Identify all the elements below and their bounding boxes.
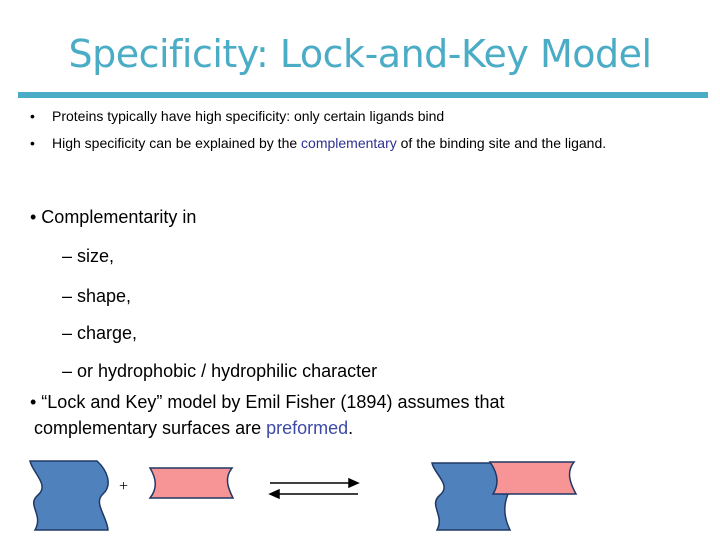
complementarity-item-charge: – charge, xyxy=(62,323,138,343)
enzyme-shape-icon xyxy=(30,461,108,530)
lock-key-line1: • “Lock and Key” model by Emil Fisher (1894) assumes that xyxy=(30,392,505,412)
accent-term: preformed xyxy=(266,418,349,438)
bullet-text: Proteins typically have high specificity: only certain ligands bind xyxy=(52,108,445,124)
accent-term: complementary xyxy=(301,135,397,151)
lock-key-diagram xyxy=(0,450,720,540)
slide-title: Specificity: Lock-and-Key Model xyxy=(68,32,652,76)
bullet-marker: • xyxy=(30,135,35,151)
title-divider xyxy=(18,92,708,98)
complementarity-heading: • Complementarity in xyxy=(30,207,197,227)
complementarity-item-size: – size, xyxy=(62,246,115,266)
ligand-shape-icon xyxy=(150,468,233,498)
plus-sign: + xyxy=(119,478,129,495)
complementarity-item-hydrophobic: – or hydrophobic / hydrophilic character xyxy=(62,361,378,381)
complex-ligand-shape-icon xyxy=(490,462,576,494)
equilibrium-arrows-icon xyxy=(270,479,358,498)
bullet-text: High specificity can be explained by the complementary of the binding site and the ligand. xyxy=(52,135,607,151)
complementarity-item-shape: – shape, xyxy=(62,286,132,306)
lock-key-line2: complementary surfaces are preformed. xyxy=(34,418,354,438)
bullet-marker: • xyxy=(30,108,35,124)
